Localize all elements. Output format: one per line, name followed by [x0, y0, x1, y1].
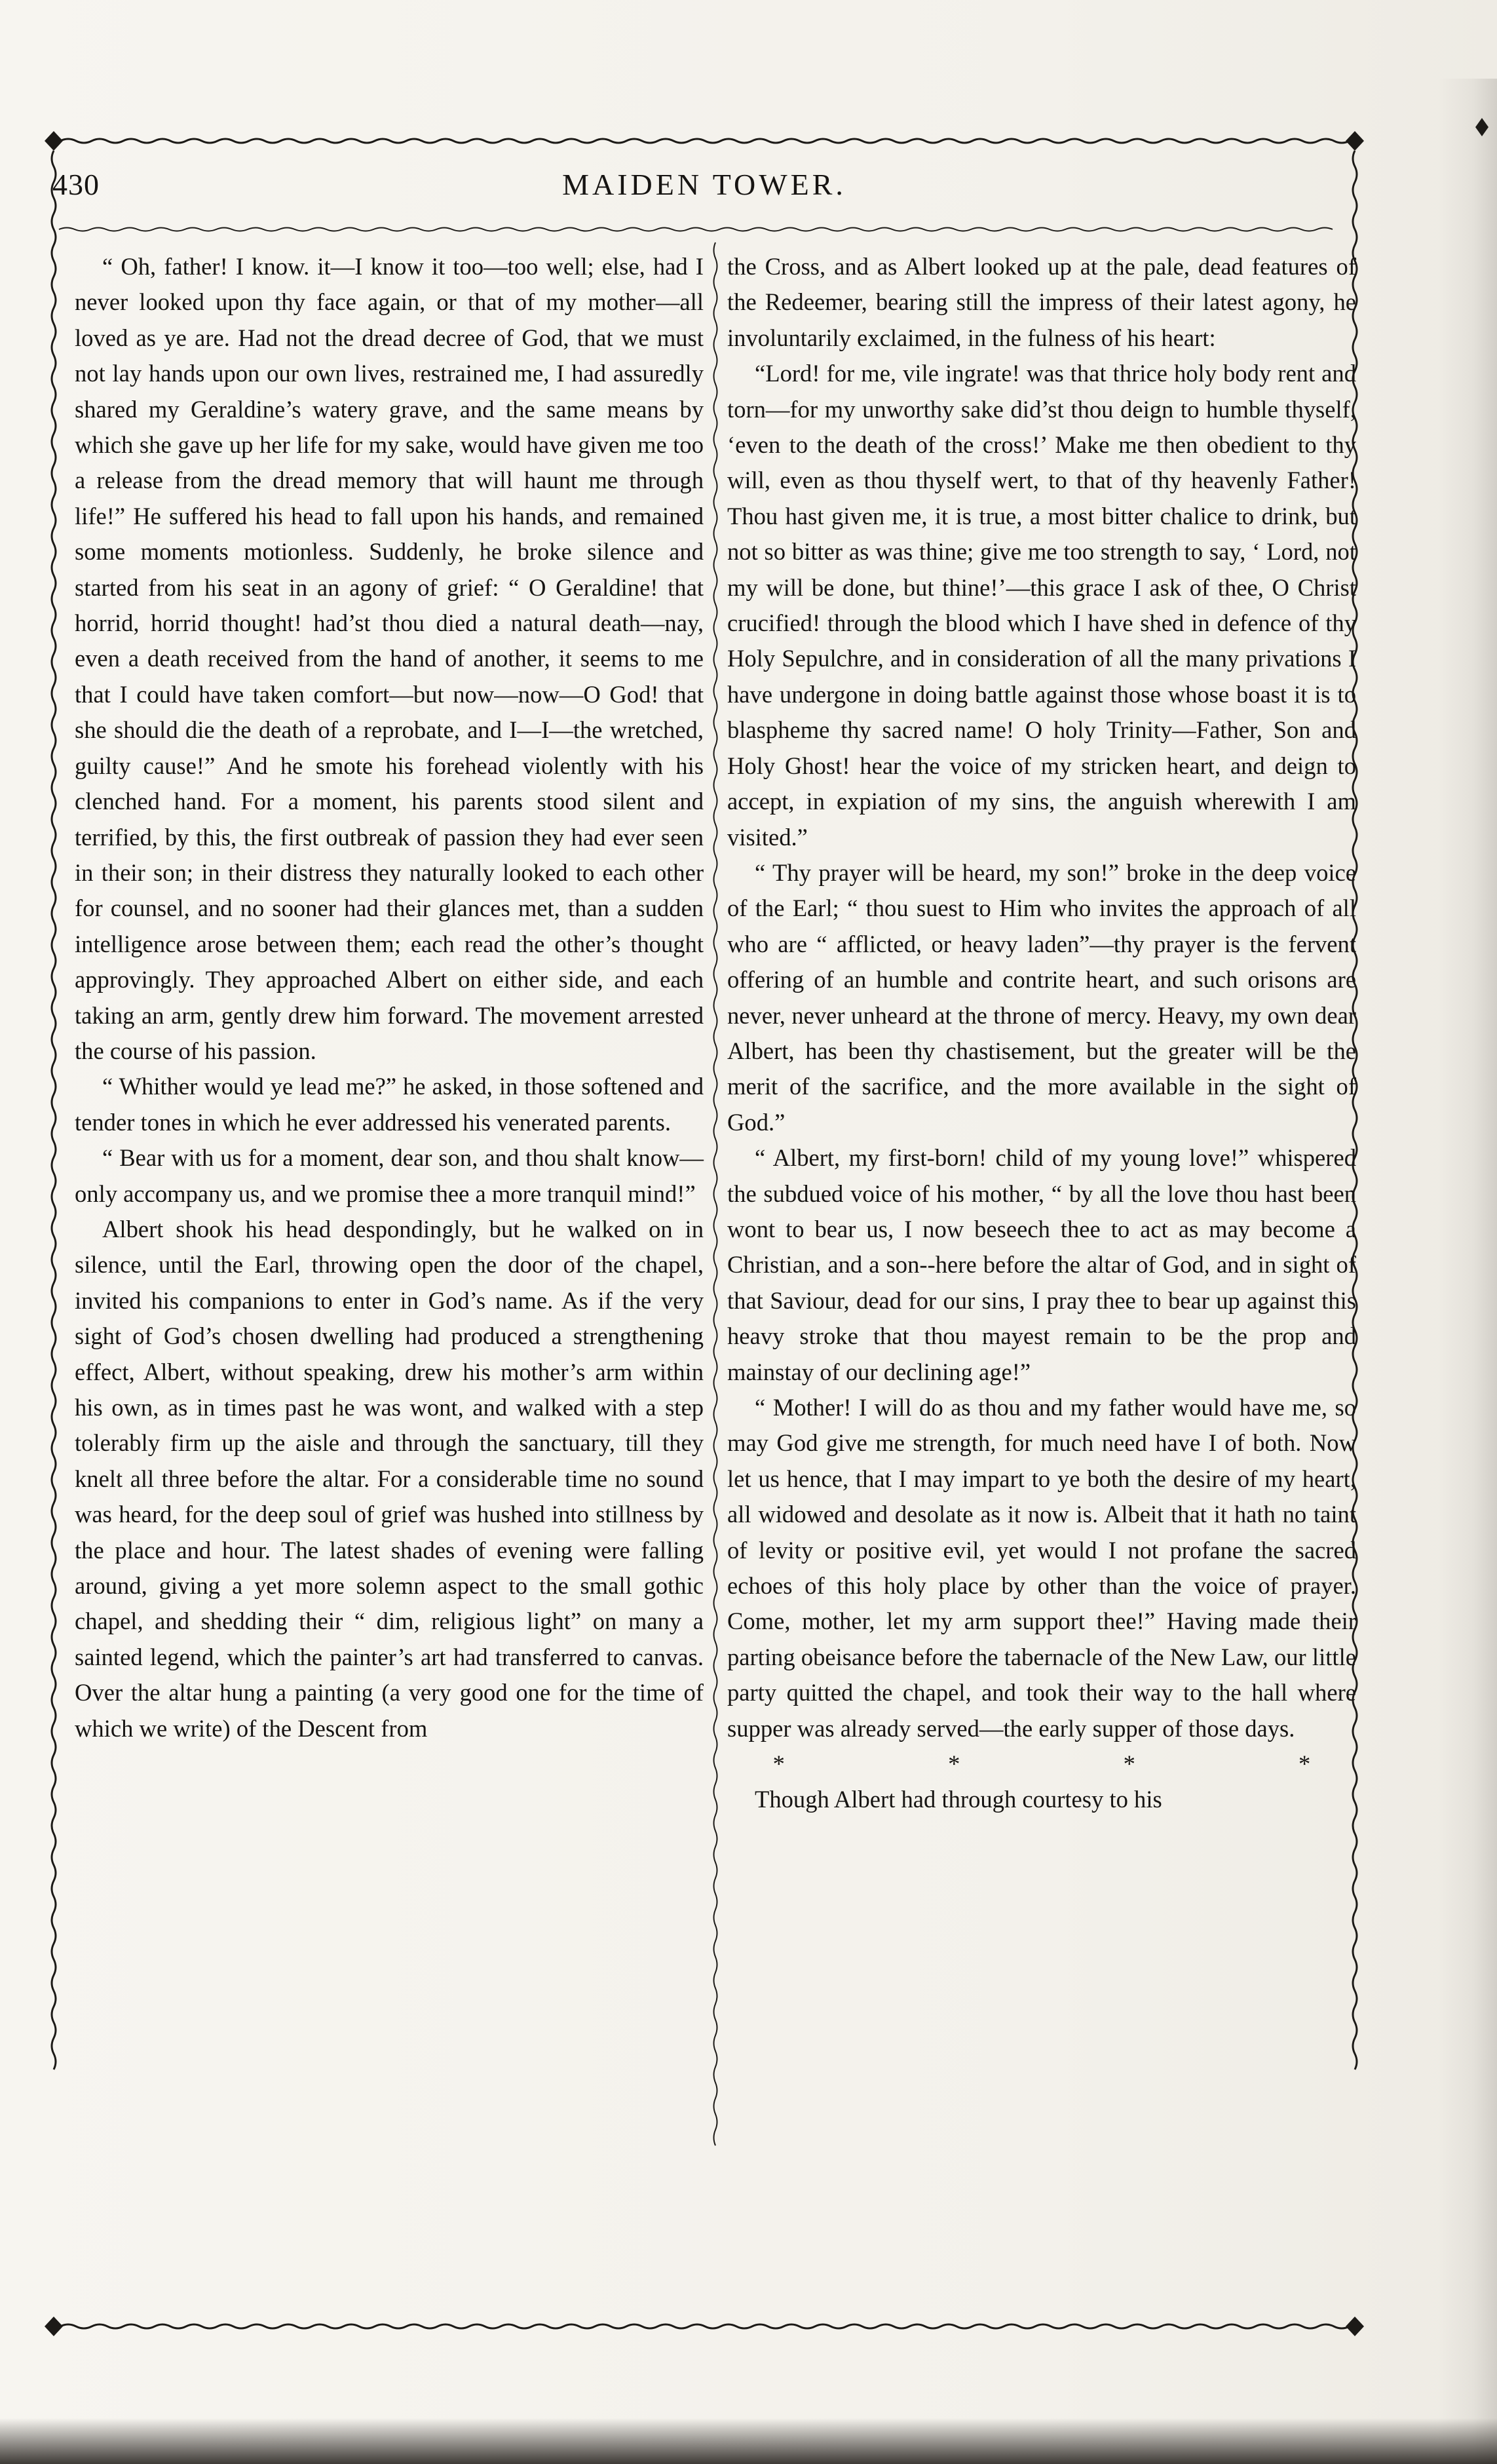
paragraph: “ Whither would ye lead me?” he asked, in those softened and tender tones in which he ever addressed his venerated parents. [75, 1073, 704, 1136]
text-column-left [75, 249, 704, 1746]
corner-ornament-top-left [45, 131, 63, 151]
paragraph-continued: the Cross, and as Albert looked up at the pale, dead features of the Redeemer, bearing still the impress of their latest agony, he involuntarily exclaimed, in the fulness of his heart: [727, 253, 1356, 351]
corner-ornament-bottom-right [1346, 2317, 1364, 2336]
section-break-star: * [772, 1750, 785, 1778]
paragraph: “ Mother! I will do as thou and my father would have me, so may God give me strength, for much need have I of both. Now let us hence, that I may impart to ye both the desire of my heart, all widowed and desolate as it now is. Albeit that it hath no taint of levity or positive evil, yet would I not profane the sacred echoes of this holy place by other than the voice of prayer. Come, mother, let my arm support thee!” Having made their parting obeisance before the tabernacle of the New Law, our little party quitted the chapel, and took their way to the hall where supper was already served—the early supper of those days. [727, 1394, 1356, 1742]
paragraph: “ Bear with us for a moment, dear son, and thou shalt know—only accompany us, and we promise thee a more tranquil mind!” [75, 1144, 704, 1207]
text-column-right [727, 249, 1356, 1818]
paragraph: “ Thy prayer will be heard, my son!” broke in the deep voice of the Earl; “ thou suest to Him who invites the approach of all who are “ afflicted, or heavy laden”—thy prayer is the fervent offering of an humble and contrite heart, and such orisons are never, never unheard at the throne of mercy. Heavy, my own dear Albert, has been thy chastisement, but the greater will be the merit of the sacrifice, and the more available in the sight of God.” [727, 858, 1356, 1136]
running-title: MAIDEN TOWER. [562, 168, 846, 201]
running-header [49, 167, 1359, 220]
paragraph: Though Albert had through courtesy to his [755, 1786, 1162, 1813]
section-break [727, 1746, 1356, 1782]
section-break-star: * [1298, 1750, 1311, 1778]
paragraph: “ Albert, my first-born! child of my young love!” whispered the subdued voice of his mother, “ by all the love thou hast been wont to bear us, I now beseech thee to act as may become a Christian, and a son--here before the altar of God, and in sight of that Saviour, dead for our sins, I pray thee to bear up against this heavy stroke that thou mayest remain to be the prop and mainstay of our declining age!” [727, 1144, 1356, 1385]
page-number: 430 [52, 168, 100, 201]
paragraph: Albert shook his head despondingly, but he walked on in silence, until the Earl, throwing open the door of the chapel, invited his companions to enter in God’s name. As if the very sight of God’s chosen dwelling had produced a strengthening effect, Albert, without speaking, drew his mother’s arm within his own, as in times past he was wont, and walked with a step tolerably firm up the aisle and through the sanctuary, till they knelt all three before the altar. For a considerable time no sound was heard, for the deep soul of grief was hushed into stillness by the place and hour. The latest shades of evening were falling around, giving a yet more solemn aspect to the small gothic chapel, and shedding their “ dim, religious light” on many a sainted legend, which the painter’s art had transferred to canvas. Over the altar hung a painting (a very good one for the time of which we write) of the Descent from [75, 1215, 704, 1742]
paragraph: “ Oh, father! I know. it—I know it too—too well; else, had I never looked upon thy face again, or that of my mother—all loved as ye are. Had not the dread decree of God, that we must not lay hands upon our own lives, restrained me, I had assuredly shared my Geraldine’s watery grave, and the same means by which she gave up her life for my sake, would have given me too a release from the dread memory that will haunt me through life!” He suffered his head to fall upon his hands, and remained some moments motionless. Suddenly, he broke silence and started from his seat in an agony of grief: “ O Geraldine! that horrid, horrid thought! had’st thou died a natural death—nay, even a death received from the hand of another, it seems to me that I could have taken comfort—but now—now—O God! that she should die the death of a reprobate, and I—I—the wretched, guilty cause!” And he smote his forehead violently with his clenched hand. For a moment, his parents stood silent and terrified, by this, the first outbreak of passion they had ever seen in their son; in their distress they naturally looked to each other for counsel, and no sooner had their glances met, than a sudden intelligence arose between them; each read the other’s thought approvingly. They approached Albert on either side, and each taking an arm, gently drew him forward. The movement arrested the course of his passion. [75, 253, 704, 1064]
section-break-star: * [948, 1750, 960, 1778]
corner-ornament-bottom-left [45, 2317, 63, 2336]
paragraph: “Lord! for me, vile ingrate! was that thrice holy body rent and torn—for my unworthy sake did’st thou deign to humble thyself, ‘even to the death of the cross!’ Make me then obedient to thy will, even as thou thyself wert, to that of thy heavenly Father! Thou hast given me, it is true, a most bitter chalice to drink, but not so bitter as was thine; give me too strength to say, ‘ Lord, not my will be done, but thine!’—this grace I ask of thee, O Christ crucified! through the blood which I have shed in defence of thy Holy Sepulchre, and in consideration of all the many privations I have undergone in doing battle against those whose boast it is to blaspheme thy sacred name! O holy Trinity—Father, Son and Holy Ghost! hear the voice of my stricken heart, and deign to accept, in expiation of my sins, the anguish wherewith I am visited.” [727, 360, 1356, 851]
margin-ornament-right [1475, 118, 1488, 136]
section-break-star: * [1123, 1750, 1135, 1778]
corner-ornament-top-right [1346, 131, 1364, 151]
